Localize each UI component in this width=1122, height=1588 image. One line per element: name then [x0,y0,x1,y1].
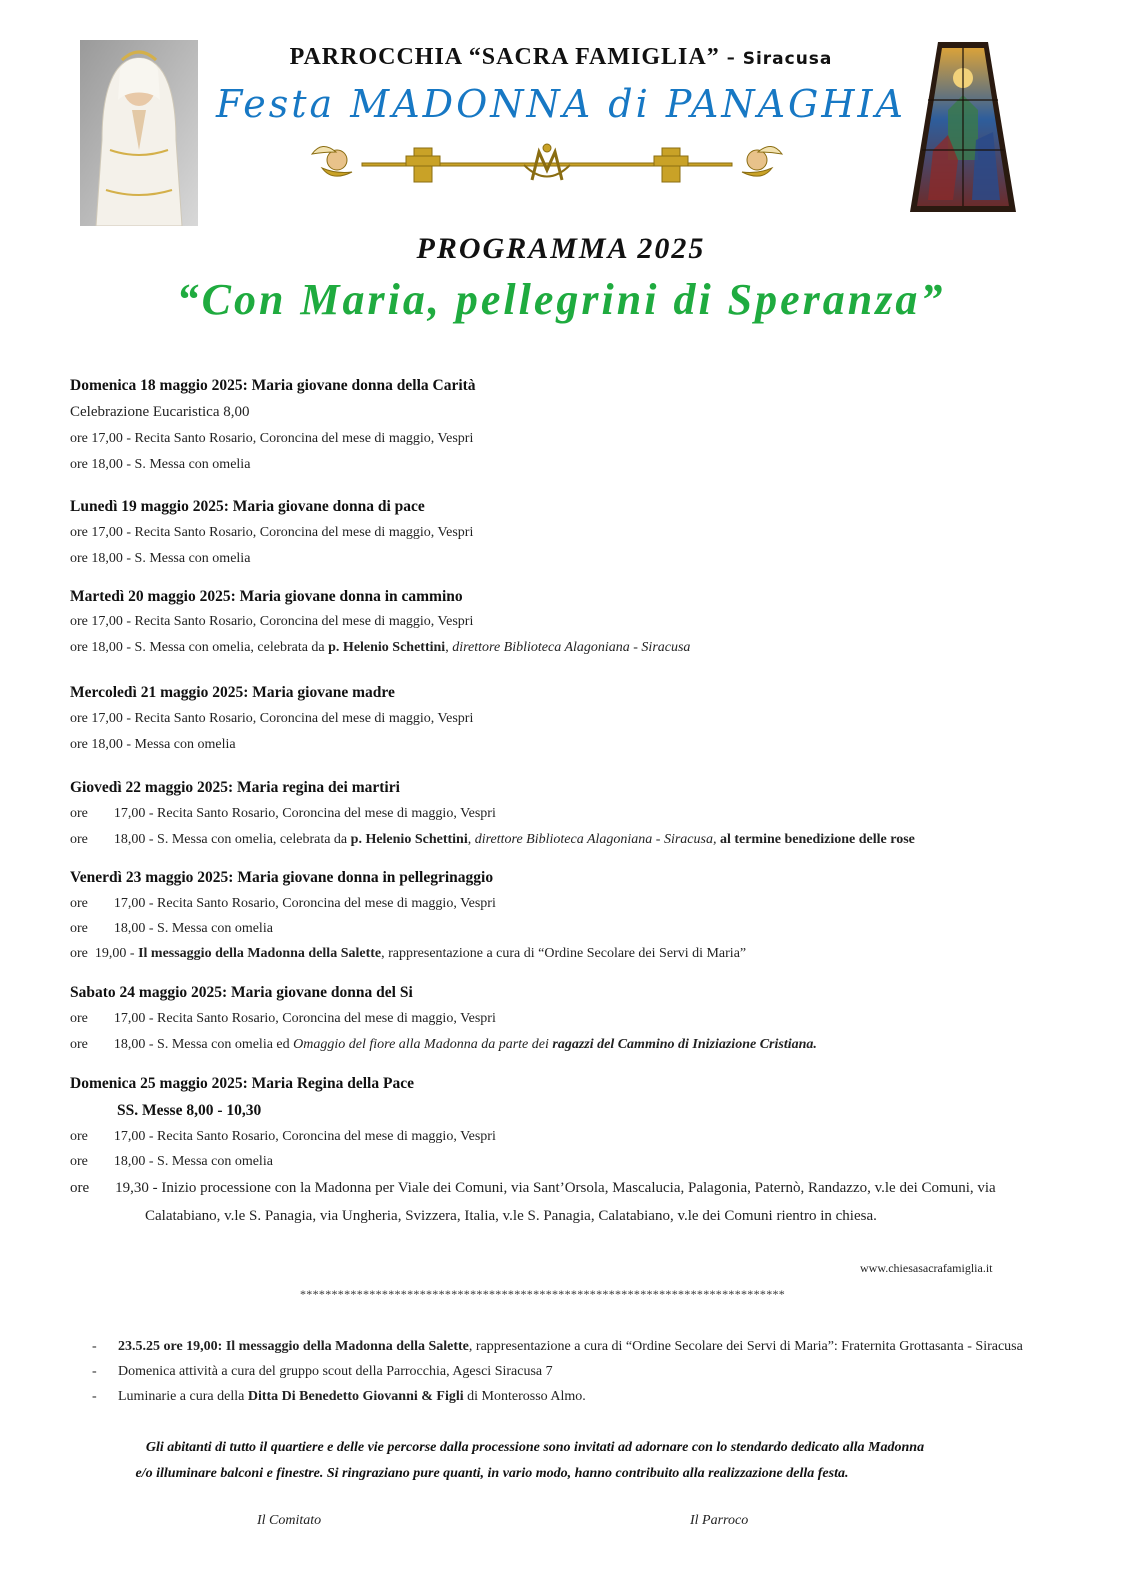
ore-label: ore [70,921,88,936]
note-text: Domenica attività a cura del gruppo scout della Parrocchia, Agesci Siracusa 7 [118,1364,553,1379]
rose-blessing: al termine benedizione delle rose [716,832,915,847]
day-heading: Domenica 25 maggio 2025: Maria Regina della Pace [70,1075,414,1092]
event-title: Il messaggio della Madonna della Salette [138,946,382,961]
ore-label: ore [70,1154,88,1169]
schedule-line [70,921,273,937]
masses-times: SS. Messe 8,00 - 10,30 [117,1102,262,1119]
stained-glass-window-icon [908,40,1018,214]
ore-label: ore [70,1129,88,1144]
madonna-statue-icon [80,40,198,226]
note-item [92,1389,586,1405]
celebrant-role: direttore Biblioteca Alagoniana - Siracusa [452,640,691,655]
line-text: , [445,640,453,655]
day-heading: Lunedì 19 maggio 2025: Maria giovane donna di pace [70,498,425,515]
day-heading: Mercoledì 21 maggio 2025: Maria giovane madre [70,684,395,701]
stained-glass-image [908,40,1018,214]
schedule-line: ore 17,00 - Recita Santo Rosario, Coroncina del mese di maggio, Vespri [70,525,474,540]
schedule-line [70,1154,273,1170]
schedule-line [70,640,690,656]
line-text: 18,00 - S. Messa con omelia, celebrata da [113,832,351,847]
line-text: , [467,832,475,847]
bullet-dash: - [92,1389,97,1404]
day-heading: Martedì 20 maggio 2025: Maria giovane donna in cammino [70,588,463,605]
ore-label: ore [70,806,88,821]
ore-label: ore [70,1011,88,1026]
festa-title: Festa MADONNA di PANAGHIA [216,82,906,126]
signature-committee: Il Comitato [257,1513,322,1528]
day-heading: Domenica 18 maggio 2025: Maria giovane donna della Carità [70,377,476,394]
bullet-dash: - [92,1364,97,1379]
initiation-group: ragazzi del Cammino di Iniziazione Cristiana. [552,1037,817,1052]
note-item [92,1364,553,1380]
line-text: 17,00 - Recita Santo Rosario, Coroncina del mese di maggio, Vespri [113,896,496,911]
schedule-line: ore 17,00 - Recita Santo Rosario, Coroncina del mese di maggio, Vespri [70,614,474,629]
day-heading: Venerdì 23 maggio 2025: Maria giovane donna in pellegrinaggio [70,869,494,886]
program-motto: “Con Maria, pellegrini di Speranza” [176,275,946,324]
note-highlight: Ditta Di Benedetto Giovanni & Figli [247,1389,464,1404]
note-text: Luminarie a cura della [118,1389,248,1404]
note-text: , rappresentazione a cura di “Ordine Secolare dei Servi di Maria”: Fraternita Grottasanta - Siracusa [468,1339,1023,1354]
note-text: di Monterosso Almo. [463,1389,586,1404]
bullet-dash: - [92,1339,97,1354]
line-text: 18,00 - S. Messa con omelia [113,1154,273,1169]
website-url: www.chiesasacrafamiglia.it [860,1261,993,1275]
procession-route: 19,30 - Inizio processione con la Madonna per Viale dei Comuni, via Sant’Orsola, Mascalucia, Palagonia, Paternò, Randazzo, v.le dei Comuni, via [115,1180,996,1196]
ore-label: ore [70,896,88,911]
schedule-line [70,946,746,962]
closing-thanks: e/o illuminare balconi e finestre. Si ringraziano pure quanti, in vario modo, hanno contribuito alla realizzazione della festa. [135,1466,849,1481]
schedule-line [70,1129,496,1145]
schedule-line [70,1037,817,1053]
flower-homage: Omaggio del fiore alla Madonna da parte dei [293,1037,553,1052]
schedule-line [70,832,915,848]
program-title: PROGRAMMA 2025 [416,232,706,265]
schedule-line: ore 18,00 - Messa con omelia [70,737,236,752]
signature-parish-priest: Il Parroco [690,1513,749,1528]
ore-label: ore [70,832,88,847]
line-text: , rappresentazione a cura di “Ordine Secolare dei Servi di Maria” [381,946,747,961]
line-text: 17,00 - Recita Santo Rosario, Coroncina del mese di maggio, Vespri [113,1011,496,1026]
ore-label: ore [70,946,88,961]
day-heading: Sabato 24 maggio 2025: Maria giovane donna del Si [70,984,413,1001]
schedule-line: ore 17,00 - Recita Santo Rosario, Coroncina del mese di maggio, Vespri [70,711,474,726]
schedule-line [70,1180,996,1197]
procession-route-continued: Calatabiano, v.le S. Panagia, via Ungheria, Svizzera, Italia, v.le S. Panagia, Calatabiano, v.le dei Comuni rientro in chiesa. [145,1208,877,1224]
closing-invitation: Gli abitanti di tutto il quartiere e delle vie percorse dalla processione sono invitati ad adornare con lo stendardo dedicato alla Madonna [145,1440,925,1455]
madonna-statue-image [80,40,198,226]
line-text: ore 18,00 - S. Messa con omelia, celebrata da [70,640,329,655]
schedule-line [70,1011,496,1027]
celebrant-name: p. Helenio Schettini [328,640,446,655]
ore-label: ore [70,1037,88,1052]
angels-crosses-ornament-icon [302,140,792,190]
line-text: 18,00 - S. Messa con omelia ed [113,1037,294,1052]
schedule-line [70,896,496,912]
separator-stars: ***************************************************************************** [300,1287,786,1301]
celebrant-name: p. Helenio Schettini [350,832,468,847]
parish-city: Siracusa [742,49,833,69]
schedule-line [70,806,496,822]
note-highlight: 23.5.25 ore 19,00: Il messaggio della Madonna della Salette [118,1339,469,1354]
ore-label: ore [70,1180,90,1196]
line-text: 18,00 - S. Messa con omelia [113,921,273,936]
line-text: 17,00 - Recita Santo Rosario, Coroncina del mese di maggio, Vespri [113,806,496,821]
parish-name [200,44,922,71]
schedule-line: ore 17,00 - Recita Santo Rosario, Coroncina del mese di maggio, Vespri [70,431,474,446]
line-text: 17,00 - Recita Santo Rosario, Coroncina del mese di maggio, Vespri [113,1129,496,1144]
schedule-line: ore 18,00 - S. Messa con omelia [70,457,251,472]
note-item [92,1339,1023,1355]
ornamental-divider [302,140,792,190]
line-text: 19,00 - [94,946,139,961]
schedule-line: Celebrazione Eucaristica 8,00 [70,404,250,420]
parish-title: PARROCCHIA “SACRA FAMIGLIA” - [289,44,736,70]
schedule-line: ore 18,00 - S. Messa con omelia [70,551,251,566]
celebrant-role: direttore Biblioteca Alagoniana - Siracusa, [474,832,717,847]
day-heading: Giovedì 22 maggio 2025: Maria regina dei martiri [70,779,400,796]
